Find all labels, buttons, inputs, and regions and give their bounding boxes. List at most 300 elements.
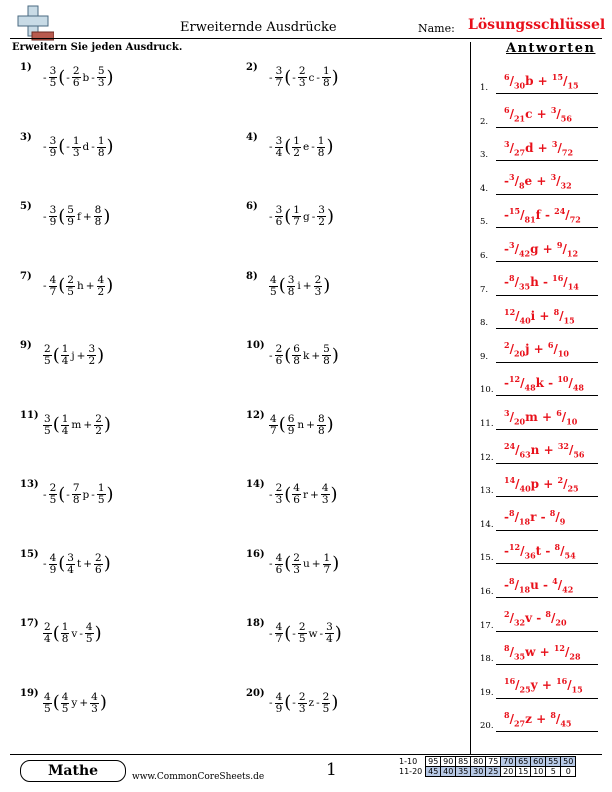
- score-cell: 20: [501, 767, 516, 777]
- answer-text: [504, 408, 577, 426]
- variable: u -: [530, 577, 553, 592]
- answer-line: [496, 496, 598, 497]
- constant-fraction-numerator: 4: [97, 273, 105, 286]
- denominator: 10: [557, 348, 569, 359]
- coefficient-fraction-denominator: 6: [275, 355, 283, 367]
- coefficient-fraction: [49, 553, 58, 576]
- slash: /: [563, 476, 568, 491]
- score-cell: 70: [501, 757, 516, 767]
- numerator: 12: [508, 542, 521, 552]
- sign: -: [269, 558, 273, 570]
- close-paren: ): [323, 275, 331, 296]
- score-cell: 55: [546, 757, 561, 767]
- term-fraction-denominator: 2: [293, 146, 300, 159]
- coefficient-fraction-denominator: 9: [275, 702, 283, 715]
- constant-fraction-denominator: 2: [318, 216, 325, 228]
- close-paren: ): [330, 483, 338, 505]
- term-fraction-numerator: 1: [293, 134, 300, 147]
- coefficient-fraction-denominator: 7: [275, 77, 283, 89]
- coefficient-fraction: [275, 205, 284, 228]
- constant-fraction-numerator: 8: [94, 204, 102, 216]
- answer-number: 14.: [480, 519, 494, 530]
- coefficient-fraction-denominator: 4: [44, 633, 51, 645]
- slash: /: [514, 577, 519, 592]
- constant-fraction: [97, 483, 106, 506]
- problem-number: 16): [246, 548, 265, 560]
- coefficient-fraction-numerator: 3: [275, 134, 283, 147]
- term-fraction: [61, 692, 70, 715]
- variable: z +: [525, 712, 551, 726]
- variable: j +: [525, 342, 548, 357]
- numerator: 16: [552, 273, 564, 284]
- score-cell: 85: [456, 757, 471, 767]
- denominator: 9: [559, 516, 566, 527]
- term-fraction-numerator: 1: [72, 134, 80, 147]
- coefficient-fraction: [275, 136, 284, 159]
- term-fraction-numerator: 1: [61, 621, 69, 633]
- answer-row: [478, 399, 600, 432]
- numerator: 8: [553, 306, 560, 317]
- denominator: 8: [518, 180, 525, 191]
- operator: +: [83, 558, 93, 570]
- answer-row: [478, 668, 600, 701]
- constant-fraction-numerator: 3: [88, 343, 96, 355]
- problem-expression: [42, 692, 107, 715]
- sign: -: [269, 210, 273, 223]
- coefficient-fraction: [43, 344, 52, 367]
- slash: /: [515, 443, 520, 458]
- logo-plus-icon: [14, 4, 54, 42]
- answer-number: 13.: [480, 486, 494, 497]
- denominator: 25: [519, 684, 531, 695]
- variable: i +: [530, 308, 554, 323]
- coefficient-fraction: [275, 344, 284, 367]
- term-fraction-denominator: 3: [298, 702, 306, 715]
- open-paren: (: [52, 622, 60, 644]
- coefficient-fraction-denominator: 7: [270, 424, 277, 437]
- constant-fraction-denominator: 3: [91, 702, 98, 715]
- answer-text: [504, 542, 576, 560]
- numerator: 8: [549, 508, 556, 519]
- variable: p: [82, 488, 90, 501]
- problem-expression: [268, 692, 338, 715]
- numerator: 32: [557, 441, 569, 452]
- variable: t: [76, 558, 82, 570]
- open-paren: (: [284, 136, 292, 157]
- answer-line: [496, 463, 598, 464]
- numerator: 8: [508, 575, 515, 586]
- denominator: 15: [571, 684, 583, 695]
- numerator: 2: [504, 340, 510, 351]
- denominator: 63: [519, 449, 531, 460]
- answer-line: [496, 362, 598, 363]
- coefficient-fraction-numerator: 3: [44, 412, 51, 425]
- term-fraction-denominator: 8: [61, 633, 69, 645]
- term-fraction: [298, 622, 307, 645]
- coefficient-fraction-numerator: 3: [275, 204, 283, 216]
- variable: v -: [525, 611, 546, 626]
- slash: /: [563, 73, 568, 88]
- denominator: 56: [560, 113, 572, 124]
- sign: -: [292, 71, 296, 84]
- problem-expression: [42, 66, 114, 89]
- constant-fraction: [323, 553, 332, 576]
- sign: -: [504, 208, 509, 222]
- coefficient-fraction-denominator: 5: [49, 77, 57, 89]
- problem-number: 3): [20, 131, 32, 143]
- slash: /: [567, 678, 572, 693]
- numerator: 3: [508, 239, 515, 250]
- slash: /: [557, 577, 563, 592]
- score-table: [398, 756, 576, 777]
- constant-fraction-numerator: 3: [318, 204, 325, 216]
- constant-fraction-numerator: 2: [314, 273, 322, 286]
- constant-fraction-denominator: 8: [97, 146, 105, 159]
- term-fraction-numerator: 3: [287, 273, 295, 286]
- operator: +: [82, 210, 92, 223]
- slash: /: [565, 208, 570, 222]
- sign: -: [66, 141, 70, 153]
- sign: -: [504, 241, 509, 256]
- answer-row: [478, 433, 600, 466]
- problem-expression: [42, 275, 113, 298]
- slash: /: [553, 342, 558, 357]
- constant-fraction-denominator: 4: [326, 633, 333, 645]
- answer-number: 7.: [480, 284, 489, 295]
- term-fraction-numerator: 3: [67, 551, 74, 564]
- answer-text: [504, 105, 572, 123]
- term-fraction-denominator: 4: [61, 424, 69, 437]
- operator: +: [310, 488, 319, 501]
- close-paren: ): [103, 205, 111, 227]
- open-paren: (: [58, 66, 66, 88]
- constant-fraction-numerator: 1: [323, 551, 331, 564]
- constant-fraction-numerator: 4: [91, 690, 98, 703]
- numerator: 2: [557, 474, 564, 485]
- open-paren: (: [58, 483, 66, 505]
- constant-fraction-denominator: 2: [95, 424, 102, 437]
- slash: /: [515, 678, 520, 693]
- open-paren: (: [58, 275, 66, 296]
- answer-number: 4.: [480, 183, 489, 194]
- constant-fraction-denominator: 5: [85, 633, 93, 645]
- denominator: 40: [519, 483, 531, 494]
- operator: +: [76, 349, 86, 362]
- answer-text: [504, 139, 573, 157]
- problem-number: 5): [20, 201, 32, 212]
- constant-fraction: [97, 66, 106, 89]
- variable: e +: [524, 174, 551, 189]
- answer-row: [478, 164, 600, 197]
- denominator: 72: [561, 147, 574, 158]
- answer-number: 10.: [480, 385, 494, 396]
- page-number: 1: [326, 760, 337, 780]
- denominator: 72: [569, 214, 581, 225]
- answer-line: [496, 731, 598, 732]
- problem-expression: [268, 414, 334, 437]
- score-cell: 5: [546, 767, 561, 777]
- constant-fraction: [97, 275, 106, 298]
- close-paren: ): [331, 66, 339, 88]
- sign: -: [269, 627, 273, 640]
- close-paren: ): [334, 622, 342, 644]
- slash: /: [559, 308, 564, 323]
- constant-fraction-denominator: 8: [317, 424, 325, 437]
- variable: h -: [530, 275, 553, 290]
- numerator: 4: [552, 575, 558, 586]
- variable: k -: [535, 376, 558, 390]
- answer-number: 16.: [480, 587, 494, 597]
- numerator: 8: [508, 273, 515, 284]
- answer-row: [478, 634, 600, 667]
- constant-fraction-numerator: 2: [322, 690, 330, 703]
- header-rule: [10, 38, 602, 39]
- denominator: 28: [569, 651, 581, 662]
- slash: /: [515, 476, 520, 491]
- denominator: 48: [524, 382, 536, 393]
- numerator: 3: [550, 172, 557, 183]
- sign: -: [504, 544, 509, 558]
- problem-number: 17): [20, 618, 39, 629]
- problem-number: 20): [246, 687, 265, 699]
- sign: -: [269, 349, 273, 362]
- sign: -: [43, 210, 47, 223]
- coefficient-fraction-denominator: 6: [275, 563, 283, 576]
- constant-fraction: [94, 205, 103, 228]
- variable: n +: [530, 443, 558, 458]
- term-fraction-denominator: 9: [67, 216, 74, 228]
- operator: -: [311, 141, 315, 153]
- variable: z: [308, 697, 315, 709]
- score-cell: 50: [561, 757, 576, 767]
- problem-number: 14): [246, 479, 265, 490]
- problem-number: 19): [20, 687, 39, 699]
- slash: /: [556, 174, 561, 189]
- problem-expression: [268, 205, 334, 228]
- constant-fraction-denominator: 3: [321, 494, 329, 506]
- answer-text: [504, 643, 581, 661]
- answer-text: [504, 72, 579, 90]
- term-fraction: [72, 483, 81, 506]
- answer-text: [504, 340, 569, 358]
- denominator: 10: [566, 416, 578, 426]
- coefficient-fraction-denominator: 5: [44, 424, 51, 437]
- numerator: 8: [504, 710, 510, 720]
- problem-number: 15): [20, 548, 39, 560]
- answer-key-title: Lösungsschlüssel: [468, 17, 606, 33]
- answer-number: 15.: [480, 553, 494, 564]
- constant-fraction: [87, 344, 96, 367]
- term-fraction: [72, 66, 81, 89]
- term-fraction: [292, 344, 301, 367]
- coefficient-fraction-numerator: 2: [44, 621, 51, 633]
- close-paren: ): [94, 622, 102, 644]
- site-url: www.CommonCoreSheets.de: [132, 772, 265, 782]
- constant-fraction-denominator: 6: [95, 563, 102, 576]
- answer-text: [504, 676, 583, 694]
- answer-line: [496, 194, 598, 195]
- slash: /: [509, 140, 514, 155]
- problem-expression: [268, 344, 339, 367]
- open-paren: (: [52, 692, 60, 713]
- score-cell: 40: [441, 767, 456, 777]
- coefficient-fraction: [49, 66, 58, 89]
- problem-expression: [42, 205, 110, 228]
- problem-number: 18): [246, 618, 265, 629]
- coefficient-fraction: [43, 692, 52, 715]
- score-cell: 0: [561, 767, 576, 777]
- operator: +: [83, 419, 93, 431]
- close-paren: ): [103, 414, 111, 435]
- variable: m +: [525, 409, 557, 424]
- coefficient-fraction: [275, 622, 284, 645]
- coefficient-fraction-numerator: 3: [49, 204, 57, 216]
- constant-fraction-numerator: 5: [97, 65, 105, 77]
- answer-line: [496, 530, 598, 531]
- sign: -: [504, 577, 509, 592]
- constant-fraction-denominator: 8: [322, 77, 330, 89]
- denominator: 27: [513, 718, 526, 729]
- term-fraction-numerator: 2: [293, 551, 300, 564]
- answer-row: [478, 197, 600, 230]
- term-fraction-denominator: 3: [298, 77, 306, 89]
- term-fraction-denominator: 5: [298, 633, 306, 645]
- slash: /: [568, 376, 573, 390]
- answer-line: [496, 664, 598, 665]
- denominator: 30: [513, 80, 526, 90]
- denominator: 32: [560, 180, 572, 191]
- problem-number: 12): [246, 409, 265, 421]
- answer-text: [504, 240, 578, 258]
- problem-number: 8): [246, 270, 258, 282]
- term-fraction: [292, 205, 301, 228]
- answer-row: [478, 265, 600, 298]
- answer-number: 18.: [480, 654, 494, 665]
- constant-fraction-numerator: 3: [326, 621, 333, 633]
- constant-fraction-numerator: 5: [323, 343, 330, 355]
- score-cell: 25: [486, 767, 501, 777]
- slash: /: [568, 443, 574, 458]
- problem-expression: [268, 136, 333, 159]
- coefficient-fraction-denominator: 5: [270, 285, 277, 298]
- constant-fraction: [322, 692, 331, 715]
- constant-fraction-denominator: 2: [97, 285, 105, 298]
- constant-fraction-numerator: 1: [322, 65, 330, 77]
- coefficient-fraction-numerator: 2: [44, 343, 51, 355]
- slash: /: [509, 644, 514, 659]
- constant-fraction-denominator: 7: [323, 563, 331, 576]
- sign: -: [292, 627, 296, 640]
- score-cell: 60: [531, 757, 546, 767]
- operator: -: [79, 627, 83, 640]
- term-fraction: [298, 66, 307, 89]
- constant-fraction-numerator: 1: [317, 134, 325, 147]
- sign: -: [43, 71, 47, 84]
- problem-number: 1): [20, 62, 32, 73]
- problem-expression: [268, 275, 330, 298]
- variable: u: [302, 558, 310, 570]
- coefficient-fraction: [49, 205, 58, 228]
- denominator: 45: [560, 718, 572, 729]
- answer-row: [478, 130, 600, 163]
- denominator: 20: [555, 617, 567, 628]
- term-fraction: [72, 136, 81, 159]
- term-fraction-numerator: 2: [72, 65, 80, 77]
- score-cell: 10: [531, 767, 546, 777]
- numerator: 16: [556, 676, 568, 687]
- denominator: 27: [513, 147, 526, 158]
- close-paren: ): [331, 692, 339, 713]
- answer-line: [496, 227, 598, 228]
- constant-fraction-denominator: 8: [323, 355, 330, 367]
- denominator: 54: [564, 550, 576, 561]
- coefficient-fraction-denominator: 6: [275, 216, 283, 228]
- coefficient-fraction: [275, 66, 284, 89]
- open-paren: (: [284, 553, 292, 574]
- denominator: 48: [572, 382, 584, 393]
- constant-fraction: [317, 136, 326, 159]
- answer-column-divider: [470, 42, 471, 754]
- sign: -: [504, 510, 509, 525]
- coefficient-fraction-denominator: 5: [49, 494, 57, 506]
- denominator: 12: [566, 248, 579, 258]
- denominator: 21: [513, 113, 526, 124]
- answer-line: [496, 395, 598, 396]
- constant-fraction: [322, 66, 331, 89]
- term-fraction-numerator: 1: [293, 204, 300, 216]
- numerator: 2: [504, 609, 510, 620]
- variable: g: [302, 210, 310, 223]
- denominator: 18: [518, 516, 531, 527]
- sign: -: [269, 141, 273, 153]
- denominator: 56: [573, 449, 585, 460]
- sign: -: [269, 71, 273, 84]
- slash: /: [557, 140, 562, 155]
- slash: /: [514, 241, 519, 256]
- coefficient-fraction-numerator: 2: [49, 482, 57, 494]
- constant-fraction-denominator: 3: [97, 77, 105, 89]
- problem-expression: [268, 622, 342, 645]
- problem-expression: [42, 622, 102, 645]
- coefficient-fraction-denominator: 4: [275, 146, 283, 159]
- open-paren: (: [58, 136, 66, 157]
- coefficient-fraction-numerator: 4: [49, 273, 57, 286]
- operator: -: [311, 210, 316, 223]
- sign: -: [269, 488, 273, 501]
- close-paren: ): [106, 66, 114, 88]
- term-fraction: [287, 275, 296, 298]
- sign: -: [66, 71, 70, 84]
- numerator: 8: [554, 542, 561, 552]
- open-paren: (: [52, 414, 60, 435]
- term-fraction: [66, 205, 75, 228]
- coefficient-fraction-numerator: 3: [49, 65, 57, 77]
- problem-expression: [42, 136, 114, 159]
- operator: -: [91, 488, 95, 501]
- instructions: Erweitern Sie jeden Ausdruck.: [12, 42, 183, 53]
- problem-number: 7): [20, 270, 32, 282]
- open-paren: (: [52, 344, 60, 366]
- open-paren: (: [284, 205, 292, 227]
- variable: i: [297, 280, 301, 292]
- slash: /: [514, 174, 519, 189]
- answer-line: [496, 698, 598, 699]
- score-row-label: 1-10: [399, 757, 418, 766]
- slash: /: [509, 611, 514, 626]
- constant-fraction-numerator: 2: [95, 551, 102, 564]
- term-fraction-numerator: 4: [293, 482, 300, 494]
- variable: b: [82, 71, 90, 84]
